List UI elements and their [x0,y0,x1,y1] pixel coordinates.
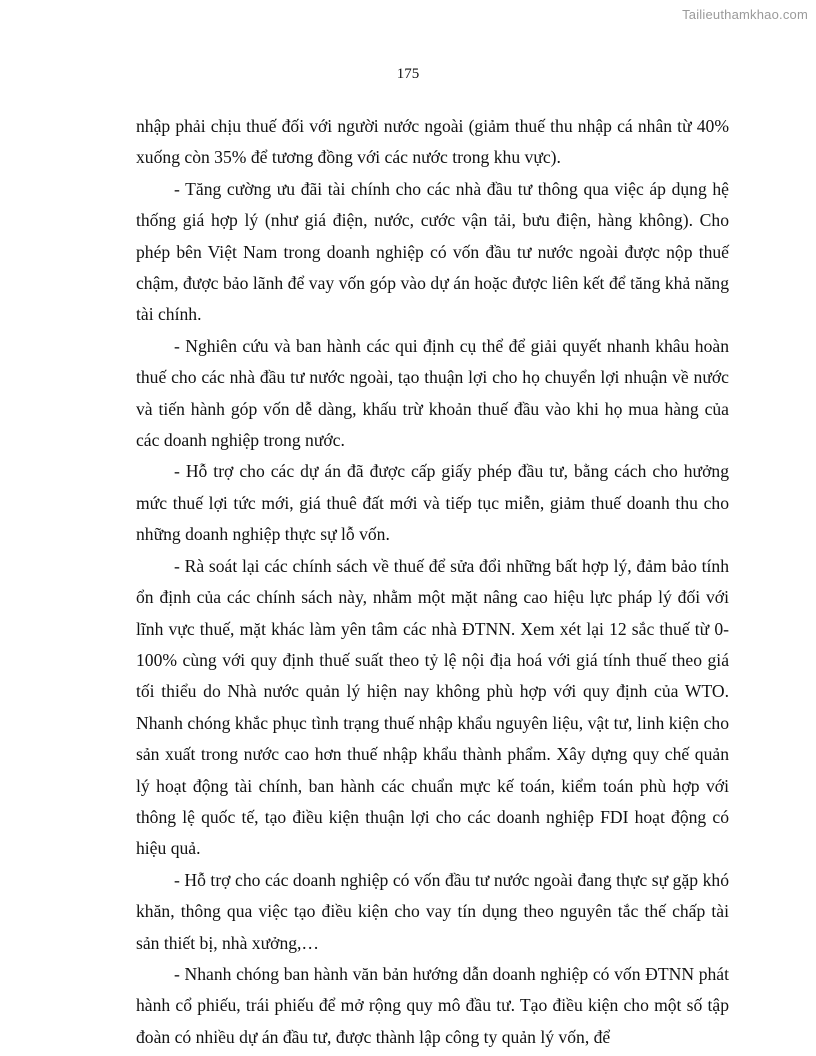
paragraph-2: - Tăng cường ưu đãi tài chính cho các nhà đầu tư thông qua việc áp dụng hệ thống giá hợp lý (như giá điện, nước, cước vận tải, bưu điện, hàng không). Cho phép bên Việt Nam trong doanh nghiệp có vốn đầu tư nước ngoài được nộp thuế chậm, được bảo lãnh để vay vốn góp vào dự án hoặc được liên kết để tăng khả năng tài chính. [136,178,729,325]
page-number: 175 [396,66,420,82]
document-body [136,111,729,1053]
paragraph-7: - Nhanh chóng ban hành văn bản hướng dẫn doanh nghiệp có vốn ĐTNN phát hành cổ phiếu, trái phiếu để mở rộng quy mô đầu tư. Tạo điều kiện cho một số tập đoàn có nhiều dự án đầu tư, được thành lập công ty quản lý vốn, để [136,963,729,1047]
paragraph-6: - Hỗ trợ cho các doanh nghiệp có vốn đầu tư nước ngoài đang thực sự gặp khó khăn, thông qua việc tạo điều kiện cho vay tín dụng theo nguyên tắc thế chấp tài sản thiết bị, nhà xưởng,… [136,869,729,953]
watermark-text: Tailieuthamkhao.com [682,7,808,22]
paragraph-3: - Nghiên cứu và ban hành các qui định cụ thể để giải quyết nhanh khâu hoàn thuế cho các nhà đầu tư nước ngoài, tạo thuận lợi cho họ chuyển lợi nhuận về nước và tiến hành góp vốn dễ dàng, khấu trừ khoản thuế đầu vào khi họ mua hàng của các doanh nghiệp trong nước. [136,335,729,451]
paragraph-4: - Hỗ trợ cho các dự án đã được cấp giấy phép đầu tư, bằng cách cho hưởng mức thuế lợi tức mới, giá thuê đất mới và tiếp tục miễn, giảm thuế doanh thu cho những doanh nghiệp thực sự lỗ vốn. [136,461,729,545]
paragraph-1: nhập phải chịu thuế đối với người nước ngoài (giảm thuế thu nhập cá nhân từ 40% xuống còn 35% để tương đồng với các nước trong khu vực). [136,116,729,168]
paragraph-5: - Rà soát lại các chính sách về thuế để sửa đổi những bất hợp lý, đảm bảo tính ổn định của các chính sách này, nhằm một mặt nâng cao hiệu lực pháp lý đối với lĩnh vực thuế, mặt khác làm yên tâm các nhà ĐTNN. Xem xét lại 12 sắc thuế từ 0-100% cùng với quy định thuế suất theo tỷ lệ nội địa hoá với giá tính thuế theo giá tối thiểu do Nhà nước quản lý hiện nay không phù hợp với quy định của WTO. Nhanh chóng khắc phục tình trạng thuế nhập khẩu nguyên liệu, vật tư, linh kiện cho sản xuất trong nước cao hơn thuế nhập khẩu thành phẩm. Xây dựng quy chế quản lý hoạt động tài chính, ban hành các chuẩn mực kế toán, kiểm toán phù hợp với thông lệ quốc tế, tạo điều kiện thuận lợi cho các doanh nghiệp FDI hoạt động có hiệu quả. [136,555,729,859]
